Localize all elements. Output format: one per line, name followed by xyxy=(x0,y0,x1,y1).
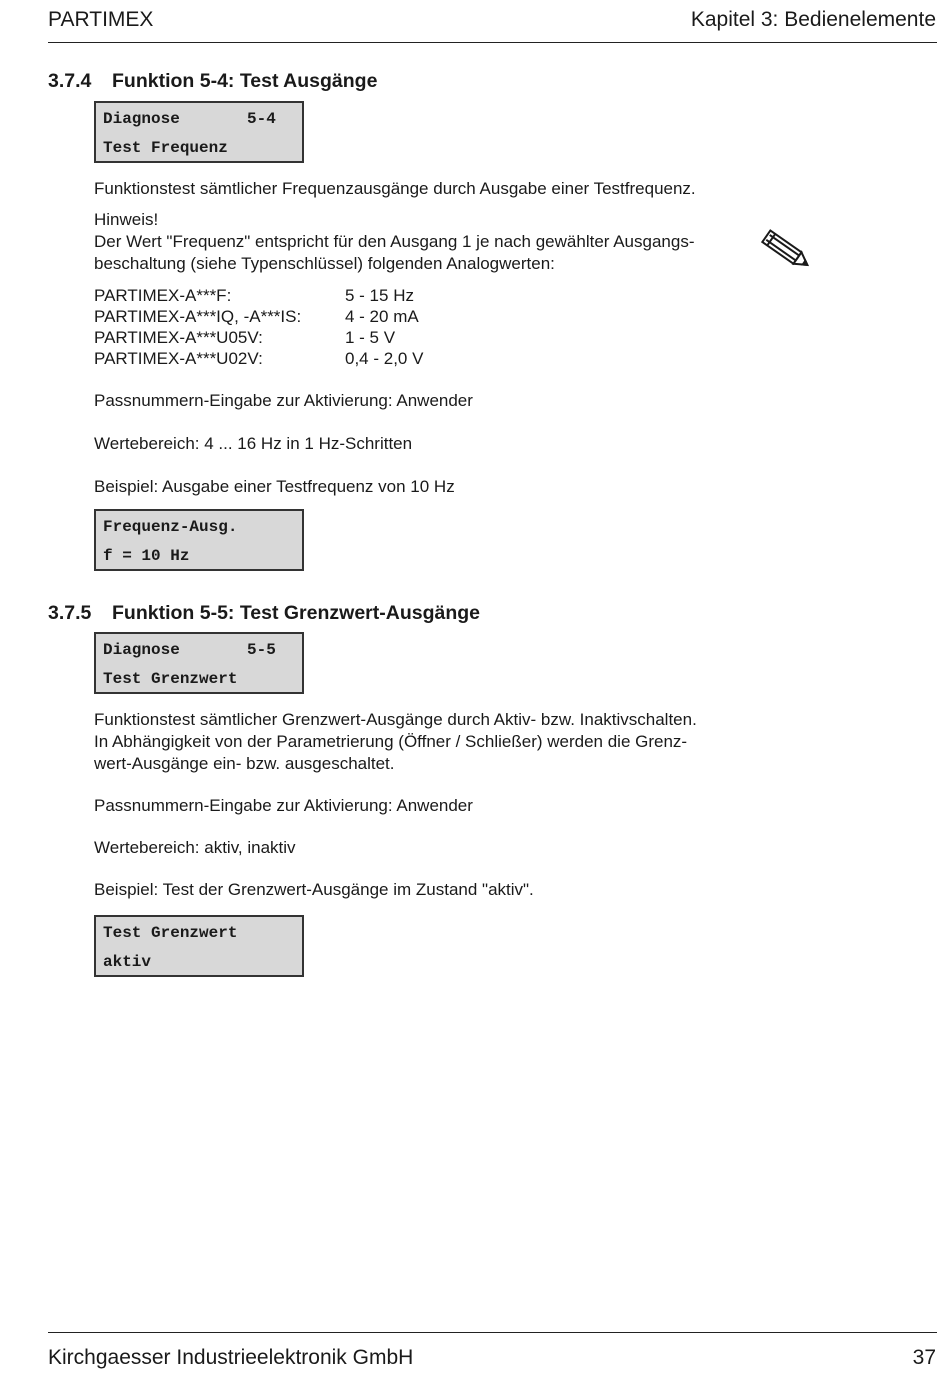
password-paragraph: Passnummern-Eingabe zur Aktivierung: Anwender xyxy=(94,796,473,815)
note-text-line: Der Wert "Frequenz" entspricht für den Ausgang 1 je nach gewählter Ausgangs- xyxy=(94,232,695,251)
description-paragraph xyxy=(94,709,697,775)
section-heading-3-7-4 xyxy=(48,70,377,93)
lcd-line-2: Test Frequenz xyxy=(103,139,228,157)
section-number: 3.7.5 xyxy=(48,602,92,624)
model-name: PARTIMEX-A***U02V: xyxy=(94,349,263,368)
header-chapter: Kapitel 3: Bedienelemente xyxy=(690,8,936,31)
section-number: 3.7.4 xyxy=(48,70,92,92)
section-title: Funktion 5-5: Test Grenzwert-Ausgänge xyxy=(112,602,481,624)
description-line: wert-Ausgänge ein- bzw. ausgeschaltet. xyxy=(94,754,395,773)
model-name: PARTIMEX-A***F: xyxy=(94,286,232,305)
model-value: 0,4 - 2,0 V xyxy=(345,349,424,368)
header-product: PARTIMEX xyxy=(48,8,154,31)
page-number: 37 xyxy=(912,1346,936,1369)
section-title: Funktion 5-4: Test Ausgänge xyxy=(112,70,378,92)
description-line: Funktionstest sämtlicher Grenzwert-Ausgänge durch Aktiv- bzw. Inaktivschalten. xyxy=(94,710,697,729)
lcd-display-diagnose-5-4 xyxy=(94,101,304,163)
lcd-line-2: f = 10 Hz xyxy=(103,547,190,565)
model-value: 4 - 20 mA xyxy=(345,307,419,326)
note-label: Hinweis! xyxy=(94,210,159,229)
note-paragraph xyxy=(94,209,695,275)
example-paragraph: Beispiel: Test der Grenzwert-Ausgänge im Zustand "aktiv". xyxy=(94,880,534,899)
lcd-line-1: Diagnose 5-5 xyxy=(103,641,276,659)
footer-company: Kirchgaesser Industrieelektronik GmbH xyxy=(48,1346,414,1369)
description-paragraph: Funktionstest sämtlicher Frequenzausgänge durch Ausgabe einer Testfrequenz. xyxy=(94,179,696,198)
model-name: PARTIMEX-A***U05V: xyxy=(94,328,263,347)
lcd-line-1: Diagnose 5-4 xyxy=(103,110,276,128)
password-paragraph: Passnummern-Eingabe zur Aktivierung: Anwender xyxy=(94,391,473,410)
lcd-display-frequenz-example xyxy=(94,509,304,571)
lcd-display-diagnose-5-5 xyxy=(94,632,304,694)
pencil-icon xyxy=(756,226,816,274)
section-heading-3-7-5 xyxy=(48,602,480,625)
description-line: In Abhängigkeit von der Parametrierung (Öffner / Schließer) werden die Grenz- xyxy=(94,732,688,751)
example-paragraph: Beispiel: Ausgabe einer Testfrequenz von 10 Hz xyxy=(94,477,455,496)
page-header xyxy=(48,6,936,40)
model-name: PARTIMEX-A***IQ, -A***IS: xyxy=(94,307,302,326)
lcd-line-1: Test Grenzwert xyxy=(103,924,238,942)
table-row xyxy=(94,306,419,327)
table-row xyxy=(94,327,395,348)
lcd-display-grenzwert-example xyxy=(94,915,304,977)
range-paragraph: Wertebereich: 4 ... 16 Hz in 1 Hz-Schritten xyxy=(94,434,413,453)
lcd-line-2: aktiv xyxy=(103,953,152,971)
lcd-line-1: Frequenz-Ausg. xyxy=(103,518,238,536)
header-divider xyxy=(48,42,937,43)
footer-divider xyxy=(48,1332,937,1333)
model-value: 1 - 5 V xyxy=(345,328,396,347)
table-row xyxy=(94,285,414,306)
model-value: 5 - 15 Hz xyxy=(345,286,414,305)
lcd-line-2: Test Grenzwert xyxy=(103,670,238,688)
table-row xyxy=(94,348,423,369)
note-text-line: beschaltung (siehe Typenschlüssel) folgenden Analogwerten: xyxy=(94,254,555,273)
range-paragraph: Wertebereich: aktiv, inaktiv xyxy=(94,838,296,857)
